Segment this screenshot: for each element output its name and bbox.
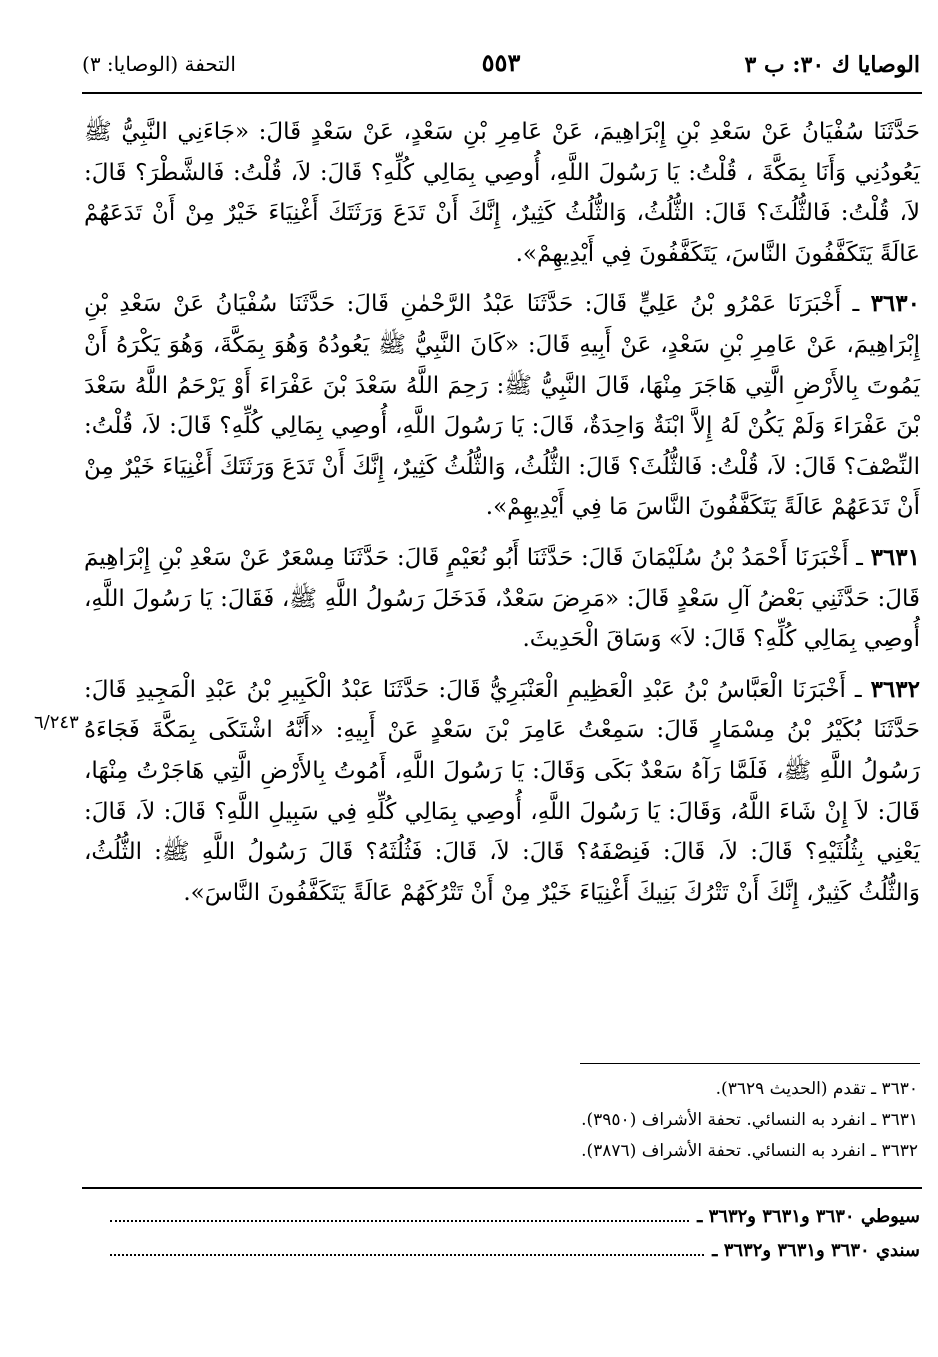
hadith-text: أَخْبَرَنَا أَحْمَدُ بْنُ سُلَيْمَانَ قَالَ: حَدَّثَنَا أَبُو نُعَيْمٍ قَالَ: حَدَّثَنَا مِسْعَرٌ عَنْ سَعْدِ بْنِ إِبْرَاهِيمَ قَالَ: حَدَّثَنِي بَعْضُ آلِ سَعْدٍ قَالَ: «مَرِضَ سَعْدٌ، فَدَخَلَ رَسُولُ اللَّهِ ﷺ، فَقَالَ: يَا رَسُولَ اللَّهِ، أُوصِي بِمَالِي كُلِّهِ؟ قَالَ: لاَ» وَسَاقَ الْحَدِيثَ. (84, 544, 920, 653)
ref-sindi (110, 1234, 920, 1268)
running-header (82, 44, 920, 84)
hadith-paragraph: ٣٦٣١ ـ أَخْبَرَنَا أَحْمَدُ بْنُ سُلَيْمَانَ قَالَ: حَدَّثَنَا أَبُو نُعَيْمٍ قَالَ: حَدَّثَنَا مِسْعَرٌ عَنْ سَعْدِ بْنِ إِبْرَاهِيمَ قَالَ: حَدَّثَنِي بَعْضُ آلِ سَعْدٍ قَالَ: «مَرِضَ سَعْدٌ، فَدَخَلَ رَسُولُ اللَّهِ ﷺ، فَقَالَ: يَا رَسُولَ اللَّهِ، أُوصِي بِمَالِي كُلِّهِ؟ قَالَ: لاَ» وَسَاقَ الْحَدِيثَ. (84, 543, 920, 653)
hadith-text: أَخْبَرَنَا الْعَبَّاسُ بْنُ عَبْدِ الْعَظِيمِ الْعَنْبَرِيُّ قَالَ: حَدَّثَنَا عَبْدُ الْكَبِيرِ بْنُ عَبْدِ الْمَجِيدِ قَالَ: حَدَّثَنَا بُكَيْرُ بْنُ مِسْمَارٍ قَالَ: سَمِعْتُ عَامِرَ بْنَ سَعْدٍ عَنْ أَبِيهِ: «أَنَّهُ اشْتَكَى بِمَكَّةَ فَجَاءَهُ رَسُولُ اللَّهِ ﷺ، فَلَمَّا رَآهُ سَعْدٌ بَكَى وَقَالَ: يَا رَسُولَ اللَّهِ، أَمُوتُ بِالأَرْضِ الَّتِي هَاجَرْتُ مِنْهَا، قَالَ: لاَ إِنْ شَاءَ اللَّهُ، وَقَالَ: يَا رَسُولَ اللَّهِ، أُوصِي بِمَالِي كُلِّهِ فِي سَبِيلِ اللَّهِ؟ قَالَ: لاَ، قَالَ: يَعْنِي بِثُلُثَيْهِ؟ قَالَ: لاَ، قَالَ: فَنِصْفَهُ؟ قَالَ: لاَ، قَالَ: فَثُلُثَهُ؟ قَالَ رَسُولُ اللَّهِ ﷺ: الثُّلُثُ، وَالثُّلُثُ كَثِيرٌ، إِنَّكَ أَنْ تَتْرُكَ بَنِيكَ أَغْنِيَاءَ خَيْرٌ مِنْ أَنْ تَتْرُكَهُمْ عَالَةً يَتَكَفَّفُونَ النَّاسَ». (84, 676, 920, 906)
hadith-paragraph (84, 112, 920, 274)
ref-suyuti (110, 1200, 920, 1234)
hadith-number: ٣٦٣١ (870, 543, 920, 571)
main-text (84, 112, 920, 923)
header-tuhfa-ref: التحفة (الوصايا: ٣) (82, 52, 236, 76)
margin-volume-page: ٦/٢٤٣ (34, 712, 79, 733)
ref-sindi-text: سندي ٣٦٣٠ و٣٦٣١ و٣٦٣٢ ـ (712, 1240, 920, 1261)
ref-suyuti-text: سيوطي ٣٦٣٠ و٣٦٣١ و٣٦٣٢ ـ (697, 1206, 920, 1227)
footnote-rule (580, 1063, 920, 1064)
footnotes (300, 1074, 918, 1167)
commentary-rule (82, 1187, 922, 1189)
hadith-number: ٣٦٣٠ (870, 290, 920, 318)
footnote: ٣٦٣١ ـ انفرد به النسائي. تحفة الأشراف (٣٩٥٠). (581, 1110, 918, 1130)
dotted-leader (110, 1220, 689, 1222)
header-chapter: الوصايا ك ٣٠: ب ٣ (744, 52, 920, 78)
header-rule (82, 92, 922, 94)
hadith-paragraph: ٣٦٣٠ ـ أَخْبَرَنَا عَمْرُو بْنُ عَلِيٍّ قَالَ: حَدَّثَنَا عَبْدُ الرَّحْمٰنِ قَالَ: حَدَّثَنَا سُفْيَانُ عَنْ سَعْدِ بْنِ إِبْرَاهِيمَ، عَنْ عَامِرِ بْنِ سَعْدٍ، عَنْ أَبِيهِ قَالَ: «كَانَ النَّبِيُّ ﷺ يَعُودُهُ وَهُوَ بِمَكَّةَ، وَهُوَ يَكْرَهُ أَنْ يَمُوتَ بِالأَرْضِ الَّتِي هَاجَرَ مِنْهَا، قَالَ النَّبِيُّ ﷺ: رَحِمَ اللَّهُ سَعْدَ بْنَ عَفْرَاءَ أَوْ يَرْحَمُ اللَّهُ سَعْدَ بْنَ عَفْرَاءَ وَلَمْ يَكُنْ لَهُ إِلاَّ ابْنَةٌ وَاحِدَةٌ، قَالَ: يَا رَسُولَ اللَّهِ، أُوصِي بِمَالِي كُلِّهِ؟ قَالَ: لاَ، قُلْتُ: النِّصْفَ؟ قَالَ: لاَ، قُلْتُ: فَالثُّلُثَ؟ قَالَ: الثُّلُثُ، وَالثُّلُثُ كَثِيرٌ، إِنَّكَ أَنْ تَدَعَ وَرَثَتَكَ أَغْنِيَاءَ خَيْرٌ مِنْ أَنْ تَدَعَهُمْ عَالَةً يَتَكَفَّفُونَ النَّاسَ مَا فِي أَيْدِيهِمْ». (84, 290, 920, 521)
page-number: ٥٥٣ (481, 48, 521, 77)
footnote: ٣٦٣٠ ـ تقدم (الحديث ٣٦٢٩). (715, 1079, 918, 1099)
commentary-refs (110, 1200, 920, 1268)
hadith-paragraph: ٣٦٣٢ ـ أَخْبَرَنَا الْعَبَّاسُ بْنُ عَبْدِ الْعَظِيمِ الْعَنْبَرِيُّ قَالَ: حَدَّثَنَا عَبْدُ الْكَبِيرِ بْنُ عَبْدِ الْمَجِيدِ قَالَ: حَدَّثَنَا بُكَيْرُ بْنُ مِسْمَارٍ قَالَ: سَمِعْتُ عَامِرَ بْنَ سَعْدٍ عَنْ أَبِيهِ: «أَنَّهُ اشْتَكَى بِمَكَّةَ فَجَاءَهُ رَسُولُ اللَّهِ ﷺ، فَلَمَّا رَآهُ سَعْدٌ بَكَى وَقَالَ: يَا رَسُولَ اللَّهِ، أَمُوتُ بِالأَرْضِ الَّتِي هَاجَرْتُ مِنْهَا، قَالَ: لاَ إِنْ شَاءَ اللَّهُ، وَقَالَ: يَا رَسُولَ اللَّهِ، أُوصِي بِمَالِي كُلِّهِ فِي سَبِيلِ اللَّهِ؟ قَالَ: لاَ، قَالَ: يَعْنِي بِثُلُثَيْهِ؟ قَالَ: لاَ، قَالَ: فَنِصْفَهُ؟ قَالَ: لاَ، قَالَ: فَثُلُثَهُ؟ قَالَ رَسُولُ اللَّهِ ﷺ: الثُّلُثُ، وَالثُّلُثُ كَثِيرٌ، إِنَّكَ أَنْ تَتْرُكَ بَنِيكَ أَغْنِيَاءَ خَيْرٌ مِنْ أَنْ تَتْرُكَهُمْ عَالَةً يَتَكَفَّفُونَ النَّاسَ». (84, 675, 920, 906)
hadith-text: أَخْبَرَنَا عَمْرُو بْنُ عَلِيٍّ قَالَ: حَدَّثَنَا عَبْدُ الرَّحْمٰنِ قَالَ: حَدَّثَنَا سُفْيَانُ عَنْ سَعْدِ بْنِ إِبْرَاهِيمَ، عَنْ عَامِرِ بْنِ سَعْدٍ، عَنْ أَبِيهِ قَالَ: «كَانَ النَّبِيُّ ﷺ يَعُودُهُ وَهُوَ بِمَكَّةَ، وَهُوَ يَكْرَهُ أَنْ يَمُوتَ بِالأَرْضِ الَّتِي هَاجَرَ مِنْهَا، قَالَ النَّبِيُّ ﷺ: رَحِمَ اللَّهُ سَعْدَ بْنَ عَفْرَاءَ أَوْ يَرْحَمُ اللَّهُ سَعْدَ بْنَ عَفْرَاءَ وَلَمْ يَكُنْ لَهُ إِلاَّ ابْنَةٌ وَاحِدَةٌ، قَالَ: يَا رَسُولَ اللَّهِ، أُوصِي بِمَالِي كُلِّهِ؟ قَالَ: لاَ، قُلْتُ: النِّصْفَ؟ قَالَ: لاَ، قُلْتُ: فَالثُّلُثَ؟ قَالَ: الثُّلُثُ، وَالثُّلُثُ كَثِيرٌ، إِنَّكَ أَنْ تَدَعَ وَرَثَتَكَ أَغْنِيَاءَ خَيْرٌ مِنْ أَنْ تَدَعَهُمْ عَالَةً يَتَكَفَّفُونَ النَّاسَ مَا فِي أَيْدِيهِمْ». (84, 291, 920, 521)
footnote: ٣٦٣٢ ـ انفرد به النسائي. تحفة الأشراف (٣٨٧٦). (581, 1141, 918, 1161)
hadith-number: ٣٦٣٢ (870, 675, 920, 703)
dotted-leader (110, 1254, 704, 1256)
hadith-text: حَدَّثَنَا سُفْيَانُ عَنْ سَعْدِ بْنِ إِبْرَاهِيمَ، عَنْ عَامِرِ بْنِ سَعْدٍ، عَنْ سَعْدٍ قَالَ: «جَاءَنِي النَّبِيُّ ﷺ يَعُودُنِي وَأَنَا بِمَكَّةَ ، قُلْتُ: يَا رَسُولَ اللَّهِ، أُوصِي بِمَالِي كُلِّهِ؟ قَالَ: لاَ، قُلْتُ: فَالشَّطْرَ؟ قَالَ: لاَ، قُلْتُ: فَالثُّلُثَ؟ قَالَ: الثُّلُثُ، وَالثُّلُثُ كَثِيرٌ، إِنَّكَ أَنْ تَدَعَ وَرَثَتَكَ أَغْنِيَاءَ خَيْرٌ مِنْ أَنْ تَدَعَهُمْ عَالَةً يَتَكَفَّفُونَ النَّاسَ، يَتَكَفَّفُونَ فِي أَيْدِيهِمْ». (84, 119, 920, 267)
